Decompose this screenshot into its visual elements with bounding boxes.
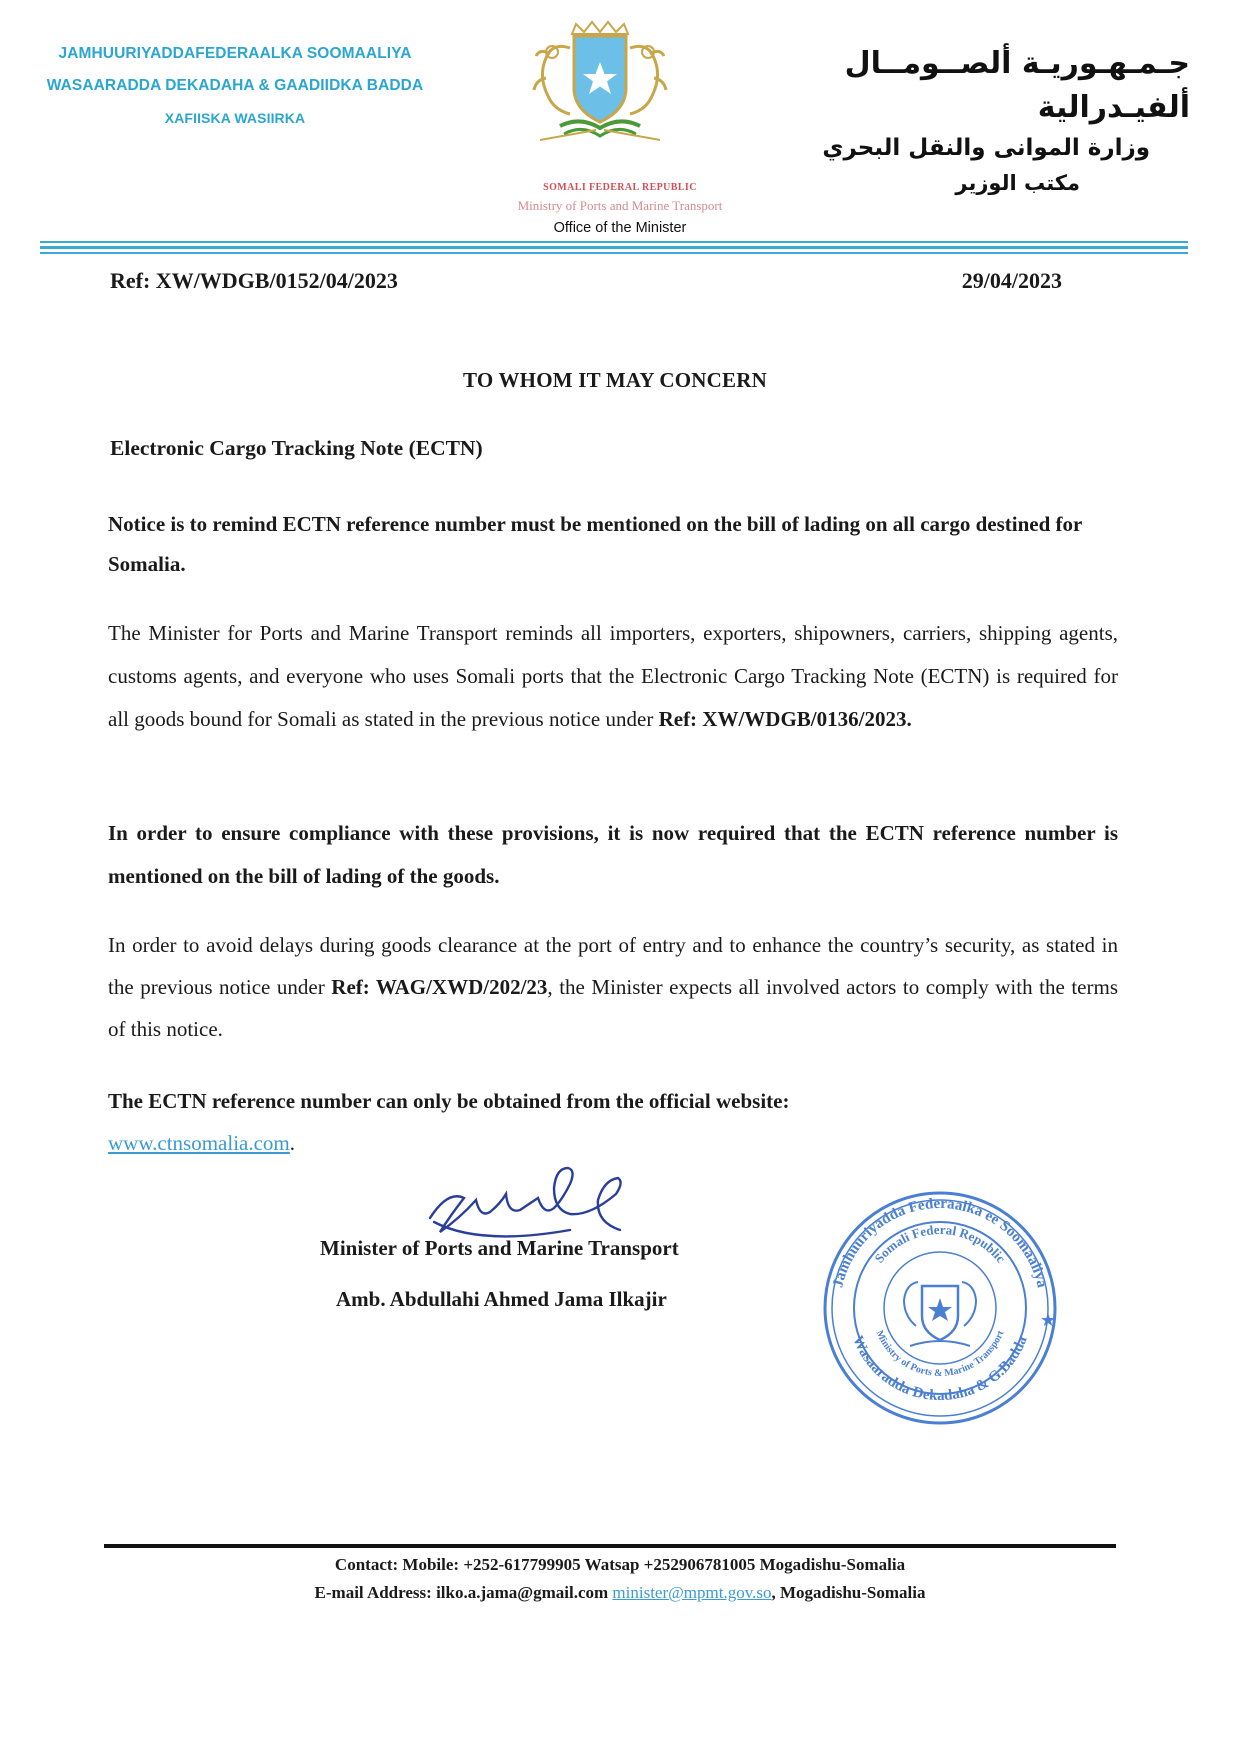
- svg-text:Somali Federal Republic: Somali Federal Republic: [871, 1221, 1009, 1266]
- paragraph-delays-after: , the Minister expects all involved actors to comply with the terms of this notice.: [108, 975, 1118, 1041]
- letterhead-arabic-line2: وزارة الموانى والنقل البحري: [822, 135, 1150, 161]
- paragraph-reminder-ref: Ref: XW/WDGB/0136/2023.: [658, 707, 912, 731]
- svg-text:Ministry of Ports & Marine Tra: Ministry of Ports & Marine Transport: [873, 1328, 1007, 1380]
- letterhead-english-line3: Office of the Minister: [553, 220, 687, 236]
- letterhead-english-line1: SOMALI FEDERAL REPUBLIC: [543, 182, 697, 193]
- footer-email-prefix: E-mail Address: ilko.a.jama@gmail.com: [314, 1583, 609, 1602]
- letterhead-somali-line3: XAFIISKA WASIIRKA: [164, 110, 306, 126]
- header-rule-bottom: [40, 252, 1188, 254]
- letterhead-somali: [20, 38, 450, 134]
- paragraph-delays-before: In order to avoid delays during goods clearance at the port of entry and to enhance the country’s security, as stated in the previous notice under: [108, 933, 1118, 999]
- coat-of-arms-icon: [500, 18, 715, 168]
- letter-heading: TO WHOM IT MAY CONCERN: [463, 368, 767, 392]
- footer-contact: Contact: Mobile: +252-617799905 Watsap +252906781005 Mogadishu-Somalia: [334, 1555, 906, 1574]
- signatory-name: Amb. Abdullahi Ahmed Jama Ilkajir: [336, 1287, 667, 1311]
- website-link[interactable]: www.ctnsomalia.com: [108, 1131, 290, 1155]
- paragraph-notice: Notice is to remind ECTN reference number must be mentioned on the bill of lading on all cargo destined for Somalia.: [108, 512, 1082, 576]
- minister-email-link[interactable]: minister@mpmt.gov.so: [612, 1583, 772, 1602]
- paragraph-delays: [108, 924, 1118, 1050]
- letter-date: 29/04/2023: [961, 268, 1062, 293]
- letterhead-somali-line2: WASAARADDA DEKADAHA & GAADIIDKA BADDA: [46, 77, 424, 94]
- letterhead-arabic-line3: مكتب الوزير: [955, 171, 1080, 195]
- letter-subject: Electronic Cargo Tracking Note (ECTN): [110, 436, 483, 460]
- svg-text:Jamhuuriyadda Federaalka ee So: Jamhuuriyadda Federaalka ee Soomaaliya: [830, 1195, 1050, 1290]
- svg-text:Wasaaradda Dekadaha & G.Badda: Wasaaradda Dekadaha & G.Badda: [849, 1333, 1031, 1405]
- letterhead-somali-line1: JAMHUURIYADDAFEDERAALKA SOOMAALIYA: [58, 45, 412, 62]
- svg-text:★: ★: [1040, 1310, 1057, 1331]
- letterhead-arabic: [770, 42, 1190, 200]
- paragraph-website-text: The ECTN reference number can only be obtained from the official website:: [108, 1089, 790, 1113]
- letterhead-english-line2: Ministry of Ports and Marine Transport: [517, 198, 723, 213]
- footer-email-suffix: , Mogadishu-Somalia: [771, 1583, 926, 1602]
- letterhead-arabic-line1: جـمـهـوريـة ألصــومــال ألفيـدرالية: [844, 46, 1190, 125]
- paragraph-compliance: In order to ensure compliance with these provisions, it is now required that the ECTN reference number is mentioned on the bill of lading of the goods.: [108, 821, 1118, 888]
- footer-rule: [104, 1544, 1116, 1548]
- signatory-title: Minister of Ports and Marine Transport: [320, 1236, 679, 1260]
- header-rule-top: [40, 241, 1188, 243]
- header-rule-middle: [40, 246, 1188, 249]
- official-stamp-icon: [818, 1186, 1062, 1430]
- paragraph-delays-ref: Ref: WAG/XWD/202/23: [331, 975, 548, 999]
- reference-number: Ref: XW/WDGB/0152/04/2023: [110, 268, 398, 293]
- paragraph-website-period: .: [289, 1131, 296, 1155]
- letterhead-english: [420, 180, 820, 239]
- footer-email: [0, 1583, 1240, 1603]
- paragraph-website: [108, 1080, 1118, 1164]
- paragraph-reminder-text: The Minister for Ports and Marine Transport reminds all importers, exporters, shipowners, carriers, shipping agents, customs agents, and everyone who uses Somali ports that the Electronic Cargo Tracking Note (ECTN) is required for all goods bound for Somali as stated in the previous notice under: [108, 621, 1118, 731]
- paragraph-reminder: [108, 612, 1118, 741]
